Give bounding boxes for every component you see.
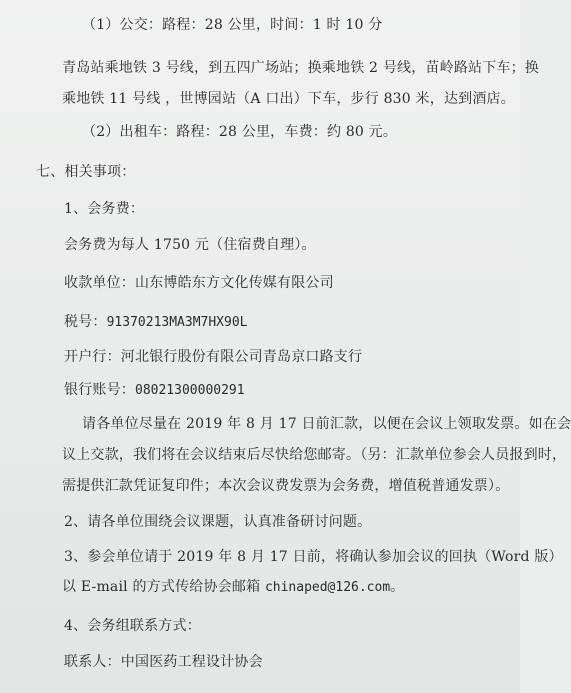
- payment-note-line-1: 请各单位尽量在 2019 年 8 月 17 日前汇款，以便在会议上领取发票。如在会: [82, 416, 571, 432]
- section-seven-title: 七、相关事项：: [36, 164, 136, 180]
- bank-account-value: 08021300000291: [135, 383, 245, 398]
- contact-heading: 4、会务组联系方式：: [64, 618, 201, 634]
- reply-line-1: 3、参会单位请于 2019 年 8 月 17 日前，将确认参加会议的回执（Word 版）: [64, 549, 563, 565]
- reply-prefix: 以 E-mail 的方式传给协会邮箱: [62, 579, 265, 595]
- payee: 收款单位：山东博皓东方文化传媒有限公司: [64, 275, 334, 291]
- payment-note-line-3: 需提供汇款凭证复印件；本次会议费发票为会务费，增值税普通发票）。: [62, 478, 510, 494]
- bank-account-row: [64, 382, 245, 399]
- bus-route-heading: （1）公交：路程：28 公里，时间：1 时 10 分: [82, 17, 383, 33]
- fee-heading: 1、会务费：: [64, 201, 145, 217]
- reply-suffix: 。: [390, 579, 405, 595]
- topic-preparation: 2、请各单位围绕会议课题，认真准备研讨问题。: [64, 514, 372, 530]
- taxi-route: （2）出租车：路程：28 公里，车费：约 80 元。: [82, 124, 398, 140]
- reply-line-2: [62, 579, 404, 596]
- bus-route-line-1: 青岛站乘地铁 3 号线，到五四广场站；换乘地铁 2 号线，苗岭路站下车；换: [62, 60, 540, 76]
- tax-id-row: [64, 314, 248, 331]
- bank-account-label: 银行账号：: [64, 382, 135, 398]
- contact-person: 联系人：中国医药工程设计协会: [64, 654, 263, 670]
- tax-id-label: 税号：: [64, 314, 107, 330]
- bus-route-line-2: 乘地铁 11 号线 ，世博园站（A 口出）下车，步行 830 米，达到酒店。: [62, 91, 515, 107]
- payment-note-line-2: 议上交款，我们将在会议结束后尽快给您邮寄。（另：汇款单位参会人员报到时，: [62, 447, 567, 463]
- fee-amount: 会务费为每人 1750 元（住宿费自理）。: [64, 237, 316, 253]
- association-email[interactable]: chinaped@126.com: [264, 580, 391, 595]
- bank-name: 开户行：河北银行股份有限公司青岛京口路支行: [64, 349, 363, 365]
- tax-id-value: 91370213MA3M7HX90L: [106, 315, 248, 330]
